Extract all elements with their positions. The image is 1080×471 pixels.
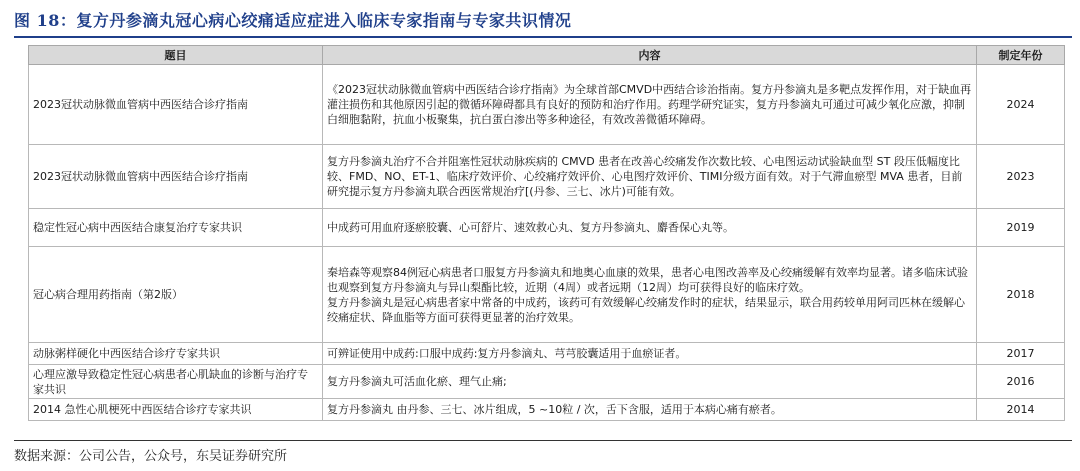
row-year: 2024 xyxy=(977,65,1065,145)
row-year: 2019 xyxy=(977,209,1065,247)
row-content: 《2023冠状动脉微血管病中西医结合诊疗指南》为全球首部CMVD中西结合诊治指南。复方丹参滴丸是多靶点发挥作用，对于缺血再灌注损伤和其他原因引起的微循环障碍都具有良好的预防和治疗作用。药理学研究证实，复方丹参滴丸可通过可减少氧化应激，抑制白细胞黏附，抗血小板聚集，抗白蛋白渗出等多种途径，有效改善微循环障碍。 xyxy=(323,65,977,145)
figure-title: 图 18：复方丹参滴丸冠心病心绞痛适应症进入临床专家指南与专家共识情况 xyxy=(14,11,572,30)
table-header-row xyxy=(29,46,1065,65)
row-year: 2017 xyxy=(977,343,1065,365)
guideline-table xyxy=(28,45,1065,421)
row-content: 复方丹参滴丸治疗不合并阻塞性冠状动脉疾病的 CMVD 患者在改善心绞痛发作次数比较、心电图运动试验缺血型 ST 段压低幅度比较、FMD、NO、ET-1、临床疗效评价、心绞痛疗效评价、心电图疗效评价、TIMI分级方面有效。对于气滞血瘀型 MVA 患者，目前研究提示复方丹参滴丸联合西医常规治疗[(丹参、三七、冰片)可能有效。 xyxy=(323,145,977,209)
row-topic: 2014 急性心肌梗死中西医结合诊疗专家共识 xyxy=(29,399,323,421)
source-note: 数据来源：公司公告，公众号，东吴证券研究所 xyxy=(14,440,1072,464)
row-topic: 冠心病合理用药指南（第2版） xyxy=(29,247,323,343)
table-row xyxy=(29,145,1065,209)
row-content: 秦培森等观察84例冠心病患者口服复方丹参滴丸和地奥心血康的效果，患者心电图改善率及心绞痛缓解有效率均显著。诸多临床试验也观察到复方丹参滴丸与异山梨酯比较，近期（4周）或者远期（12周）均可获得良好的临床疗效。 复方丹参滴丸是冠心病患者家中常备的中成药，该药可有效缓解心绞痛发作时的症状，结果显示，联合用药较单用阿司匹林在缓解心绞痛症状、降血脂等方面可获得更显著的治疗效果。 xyxy=(323,247,977,343)
table-row xyxy=(29,247,1065,343)
table-row xyxy=(29,399,1065,421)
title-divider xyxy=(14,36,1072,38)
table-row xyxy=(29,209,1065,247)
header-topic: 题目 xyxy=(29,46,323,65)
row-content: 可辨证使用中成药:口服中成药:复方丹参滴丸、芎芎胶囊适用于血瘀证者。 xyxy=(323,343,977,365)
row-topic: 动脉粥样硬化中西医结合诊疗专家共识 xyxy=(29,343,323,365)
row-year: 2023 xyxy=(977,145,1065,209)
row-year: 2016 xyxy=(977,365,1065,399)
table-row xyxy=(29,65,1065,145)
header-content: 内容 xyxy=(323,46,977,65)
row-content: 中成药可用血府逐瘀胶囊、心可舒片、速效救心丸、复方丹参滴丸、麝香保心丸等。 xyxy=(323,209,977,247)
row-content: 复方丹参滴丸可活血化瘀、理气止痛; xyxy=(323,365,977,399)
table-row xyxy=(29,365,1065,399)
row-topic: 稳定性冠心病中西医结合康复治疗专家共识 xyxy=(29,209,323,247)
row-topic: 2023冠状动脉微血管病中西医结合诊疗指南 xyxy=(29,145,323,209)
row-year: 2018 xyxy=(977,247,1065,343)
row-content: 复方丹参滴丸 由丹参、三七、冰片组成，5 ~10粒 / 次，舌下含服，适用于本病心痛有瘀者。 xyxy=(323,399,977,421)
table-row xyxy=(29,343,1065,365)
row-topic: 心理应激导致稳定性冠心病患者心肌缺血的诊断与治疗专家共识 xyxy=(29,365,323,399)
row-year: 2014 xyxy=(977,399,1065,421)
header-year: 制定年份 xyxy=(977,46,1065,65)
row-topic: 2023冠状动脉微血管病中西医结合诊疗指南 xyxy=(29,65,323,145)
